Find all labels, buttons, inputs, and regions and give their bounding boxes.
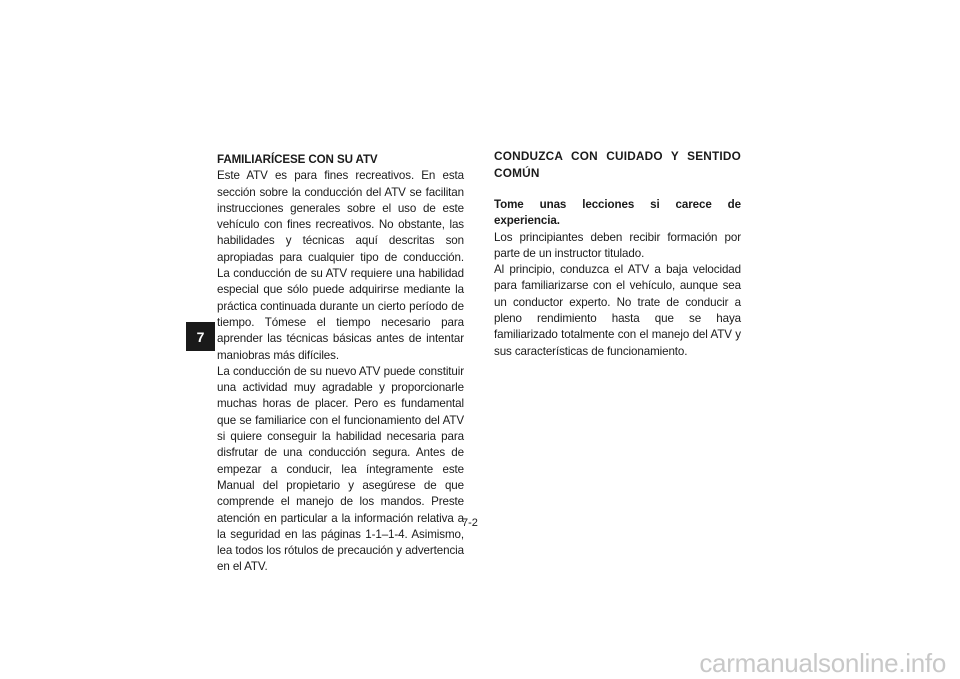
section-heading-familiarize: FAMILIARÍCESE CON SU ATV	[217, 153, 378, 166]
section-heading-ride-carefully: CONDUZCA CON CUIDADO Y SENTIDO COMÚN	[494, 149, 741, 180]
page-number: 7-2	[462, 517, 478, 529]
watermark-text: carmanualsonline.info	[699, 648, 946, 678]
paragraph-familiarize: La conducción de su nuevo ATV puede constituir una actividad muy agradable y proporcionarle muchas horas de placer. Pero es fundamental que se familiarice con el funcionamiento del ATV si quiere conseguir la habilidad necesaria para disfrutar de una conducción segura. Antes de empezar a conducir, lea íntegramente este Manual del propietario y asegúrese de que comprende el manejo de los mandos. Preste atención en particular a la información relativa a la seguridad en las páginas 1-1–1-4. Asimismo, lea todos los rótulos de precaución y advertencia en el ATV.	[217, 364, 464, 574]
paragraph-low-speed: Al principio, conduzca el ATV a baja velocidad para familiarizarse con el vehículo, aunque sea un conductor experto. No trate de conducir a pleno rendimiento hasta que se haya familiarizado totalmente con el manejo del ATV y sus características de funcionamiento.	[494, 263, 741, 358]
paragraph-beginners: Los principiantes deben recibir formación por parte de un instructor titulado.	[494, 230, 741, 260]
left-column	[217, 152, 464, 576]
chapter-tab: 7	[186, 322, 215, 351]
lead-sentence-lessons: Tome unas lecciones si carece de experiencia.	[494, 198, 741, 228]
paragraph-intro: Este ATV es para fines recreativos. En esta sección sobre la conducción del ATV se facilitan instrucciones generales sobre el uso de este vehículo con fines recreativos. No obstante, las habilidades y técnicas aquí descritas son apropiadas para cualquier tipo de conducción. La conducción de su ATV requiere una habilidad especial que sólo puede adquirirse mediante la práctica continuada durante un cierto período de tiempo. Tómese el tiempo necesario para aprender las técnicas básicas antes de intentar maniobras más difíciles.	[217, 169, 464, 362]
right-column	[494, 148, 741, 360]
